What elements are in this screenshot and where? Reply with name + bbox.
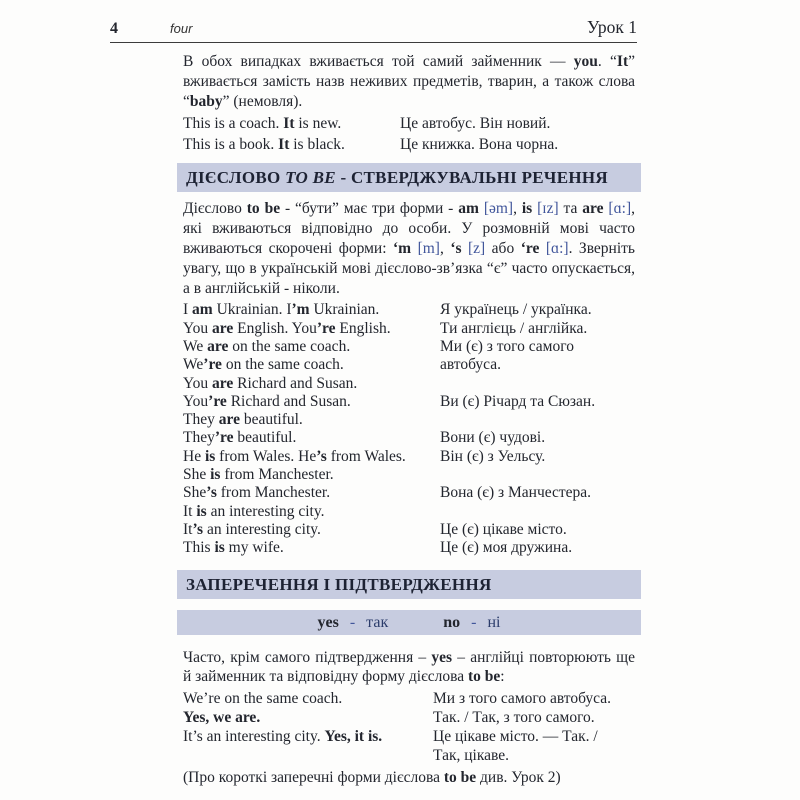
example-ukrainian: Це автобус. Він новий.	[400, 115, 551, 133]
page-number: 4	[110, 20, 118, 37]
yes-no-bar: yes - так no - ні	[177, 610, 641, 635]
example-ukrainian	[440, 503, 635, 521]
page-header	[110, 17, 637, 43]
example-english: It is an interesting city.	[183, 502, 325, 520]
section-title-negation: ЗАПЕРЕЧЕННЯ І ПІДТВЕРДЖЕННЯ	[177, 570, 641, 599]
example-row	[183, 338, 635, 356]
example-english: We’re on the same coach.	[183, 690, 343, 708]
example-row	[183, 393, 635, 411]
example-english: You are English. You’re English.	[183, 319, 391, 337]
example-ukrainian	[440, 466, 635, 484]
example-ukrainian	[440, 411, 635, 429]
to-be-paragraph: Дієслово to be - “бути” має три форми - am [əm], is [ɪz] та are [ɑ:], які вживаються відповідно до особи. У розмовній мові часто вживаються скорочені форми: ‘m [m], ‘s [z] або ‘re [ɑ:]. Зверніть увагу, що в українській мові дієслово-зв’язка “є” часто опускається, а в англійській - ніколи.	[183, 200, 636, 297]
example-row	[183, 708, 635, 727]
example-row	[183, 320, 635, 338]
example-ukrainian: Ви (є) Річард та Сюзан.	[440, 392, 596, 410]
example-row	[183, 689, 635, 708]
example-ukrainian: Так. / Так, з того самого.	[433, 709, 595, 727]
example-english: This is a book. It is black.	[183, 136, 345, 154]
lesson-label: Урок 1	[587, 17, 637, 37]
example-ukrainian: Вона (є) з Манчестера.	[440, 484, 592, 502]
example-row	[183, 301, 635, 319]
section-title-to-be: ДІЄСЛОВО TO BE - СТВЕРДЖУВАЛЬНІ РЕЧЕННЯ	[177, 163, 641, 192]
example-row	[183, 484, 635, 502]
example-ukrainian: Вони (є) чудові.	[440, 429, 546, 447]
example-ukrainian: автобуса.	[440, 356, 502, 374]
example-row	[183, 521, 635, 539]
intro-examples	[183, 113, 635, 155]
example-row	[183, 727, 635, 746]
example-ukrainian: Так, цікаве.	[433, 747, 510, 765]
example-english	[183, 746, 433, 765]
intro-paragraph: В обох випадках вживається той самий займенник — you. “It” вживається замість назв неживих предметів, тварин, а також слова “baby” (немовля).	[183, 53, 635, 110]
example-english: They’re beautiful.	[183, 429, 297, 447]
example-row	[183, 448, 635, 466]
example-english: Yes, we are.	[183, 709, 261, 727]
example-row	[183, 466, 635, 484]
example-ukrainian: Ми (є) з того самого	[440, 337, 574, 355]
example-english: I am Ukrainian. I’m Ukrainian.	[183, 301, 380, 319]
example-ukrainian: Це цікаве місто. — Так. /	[433, 728, 598, 746]
example-english: You’re Richard and Susan.	[183, 392, 351, 410]
example-row	[183, 375, 635, 393]
example-row	[183, 503, 635, 521]
footnote: (Про короткі заперечні форми дієслова to be див. Урок 2)	[183, 769, 561, 787]
example-ukrainian: Я українець / українка.	[440, 301, 592, 319]
example-ukrainian: Ми з того самого автобуса.	[433, 690, 611, 708]
example-ukrainian: Це (є) цікаве місто.	[440, 520, 567, 538]
page-content	[183, 52, 635, 788]
example-row	[183, 113, 635, 134]
confirmation-examples	[183, 689, 635, 765]
example-english: She is from Manchester.	[183, 466, 334, 484]
example-english: We’re on the same coach.	[183, 356, 344, 374]
example-english: It’s an interesting city.	[183, 520, 321, 538]
example-english: They are beautiful.	[183, 411, 303, 429]
example-ukrainian: Це (є) моя дружина.	[440, 539, 573, 557]
example-ukrainian: Це книжка. Вона чорна.	[400, 136, 559, 154]
confirmation-paragraph: Часто, крім самого підтвердження – yes – англійці повторюють ще й займенник та відповідну форму дієслова to be:	[183, 648, 635, 686]
example-row	[183, 429, 635, 447]
example-row	[183, 539, 635, 557]
example-english: We are on the same coach.	[183, 337, 351, 355]
example-english: This is a coach. It is new.	[183, 115, 342, 133]
to-be-examples	[183, 301, 635, 557]
page-number-word: four	[170, 21, 193, 36]
example-ukrainian	[440, 375, 635, 393]
example-row	[183, 746, 635, 765]
example-row	[183, 134, 635, 155]
example-english: You are Richard and Susan.	[183, 374, 358, 392]
example-row	[183, 411, 635, 429]
example-english: She’s from Manchester.	[183, 484, 331, 502]
example-ukrainian: Він (є) з Уельсу.	[440, 447, 546, 465]
example-english: He is from Wales. He’s from Wales.	[183, 447, 406, 465]
example-row	[183, 356, 635, 374]
example-english: It’s an interesting city. Yes, it is.	[183, 728, 383, 746]
example-english: This is my wife.	[183, 539, 284, 557]
example-ukrainian: Ти англієць / англійка.	[440, 319, 588, 337]
